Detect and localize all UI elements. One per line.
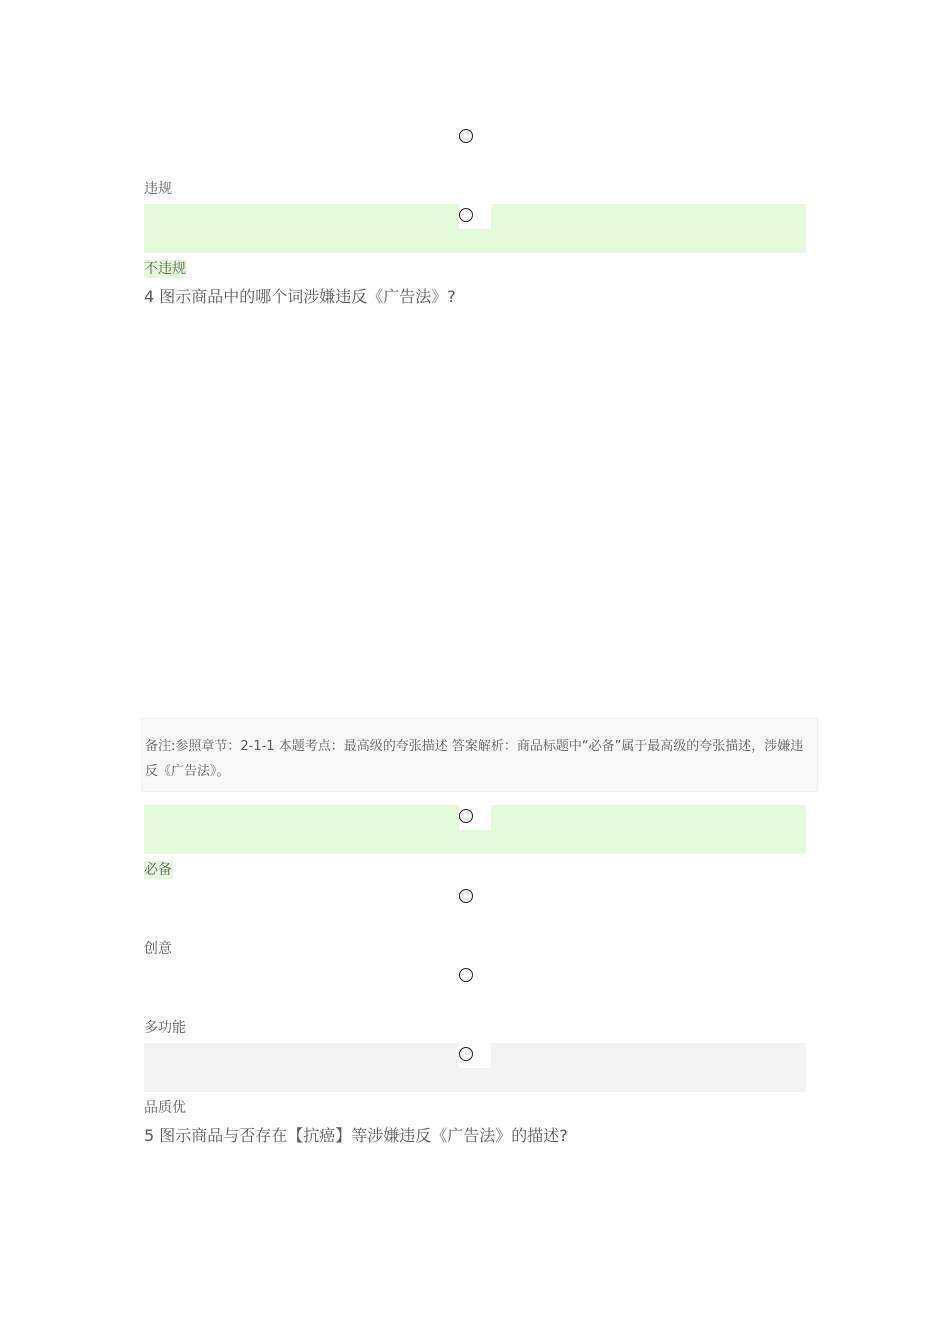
q4-option-4-label: 品质优 xyxy=(144,1100,186,1116)
q4-answer-note xyxy=(141,718,818,792)
q4-option-3-radio[interactable] xyxy=(459,968,473,982)
q3-option-2-radio[interactable] xyxy=(459,208,473,222)
q3-option-2-label: 不违规 xyxy=(144,261,186,277)
q3-option-1-label: 违规 xyxy=(144,181,172,197)
q4-option-1-radio[interactable] xyxy=(459,809,473,823)
q5-title: 5 图示商品与否存在【抗癌】等涉嫌违反《广告法》的描述? xyxy=(144,1126,568,1145)
q3-option-1-radio[interactable] xyxy=(459,129,473,143)
q4-option-1-label: 必备 xyxy=(144,862,172,878)
q4-option-4-radio[interactable] xyxy=(459,1047,473,1061)
q4-title: 4 图示商品中的哪个词涉嫌违反《广告法》? xyxy=(144,287,456,306)
q4-option-3-label: 多功能 xyxy=(144,1020,186,1036)
q4-note-text: 备注:参照章节：2-1-1 本题考点：最高级的夸张描述 答案解析：商品标题中“必备”属于最高级的夸张描述，涉嫌违反《广告法》。 xyxy=(145,739,804,779)
q4-option-2-label: 创意 xyxy=(144,941,172,957)
q4-option-2-radio[interactable] xyxy=(459,889,473,903)
